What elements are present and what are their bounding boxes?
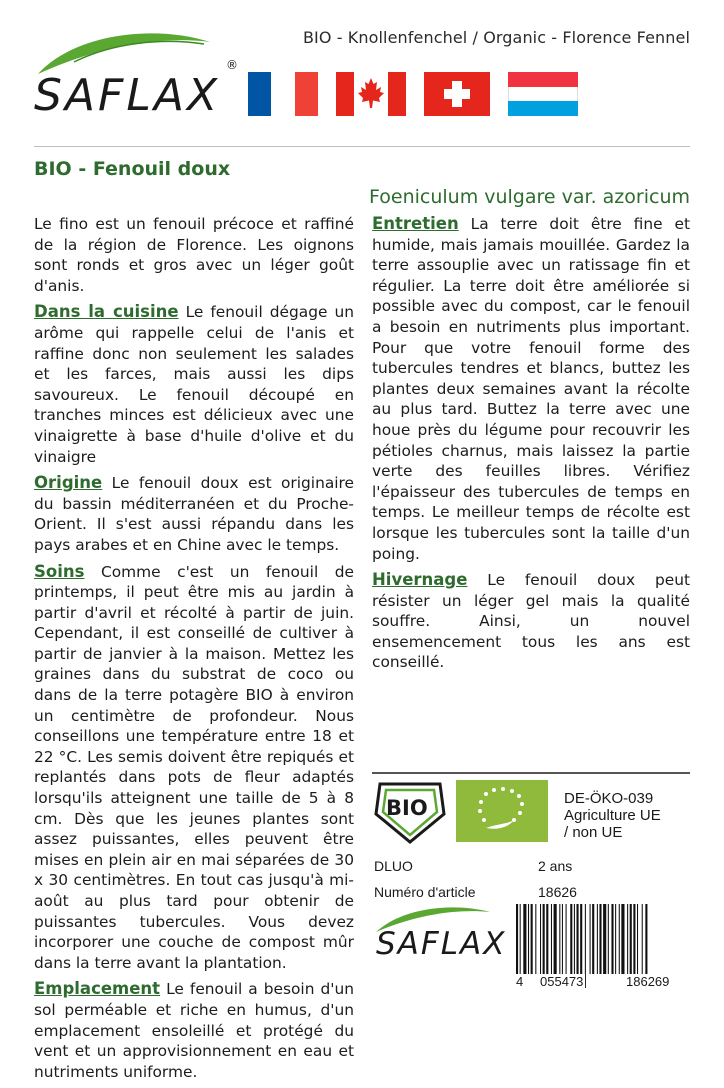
article-value: 18626 — [538, 884, 577, 900]
barcode-bar — [627, 904, 628, 974]
luxembourg-flag-icon — [508, 72, 578, 116]
barcode-bar — [559, 904, 560, 974]
barcode-bar — [592, 904, 594, 974]
maple-leaf-icon — [354, 72, 388, 116]
barcode-bar — [637, 904, 638, 974]
hivernage-paragraph — [372, 570, 690, 673]
barcode-bar — [546, 904, 548, 974]
barcode-bar — [590, 904, 591, 974]
barcode-bar — [540, 904, 541, 974]
flag-row — [248, 72, 578, 116]
cert-code-line2: Agriculture UE — [564, 807, 661, 824]
header-divider — [34, 146, 690, 147]
barcode-bar — [562, 904, 563, 974]
certification-block — [372, 772, 690, 842]
barcode-bar — [554, 904, 557, 974]
barcode-bar — [577, 904, 579, 974]
barcode-bar — [619, 904, 620, 974]
barcode-digits-left: 055473 — [540, 974, 584, 989]
barcode-bar — [642, 904, 643, 974]
intro-text: Le fino est un fenouil précoce et raffiné de la région de Florence. Les oignons sont ronds et gros avec un léger goût d'anis. — [34, 215, 354, 295]
barcode-bar — [574, 904, 575, 974]
barcode-bar — [599, 904, 601, 974]
emplacement-heading: Emplacement — [34, 979, 161, 999]
saflax-logo — [34, 28, 244, 123]
canada-flag-icon — [336, 72, 406, 116]
cert-code-line3: / non UE — [564, 824, 623, 841]
barcode-bar — [630, 904, 632, 974]
cuisine-text: Le fenouil dégage un arôme qui rappelle celui de l'anis et raffine donc non seulement les salades et les farces, mais aussi les dips savoureux. Le fenouil découpé en tranches minces est délicieux avec une vinaigrette à base d'huile d'olive et du vinaigre — [34, 303, 354, 466]
soins-paragraph — [34, 562, 354, 974]
barcode-bar — [621, 904, 624, 974]
dluo-value: 2 ans — [538, 858, 573, 874]
entretien-heading: Entretien — [372, 214, 459, 233]
header — [0, 0, 724, 150]
barcode-bar — [611, 904, 613, 974]
barcode-digits-right: 186269 — [626, 974, 670, 989]
left-column — [34, 214, 354, 1088]
emplacement-text: Le fenouil a besoin d'un sol perméable et riche en humus, d'un emplacement ensoleillé et protégé du vent et un approvisionnement en eau et nutriments uniforme. — [34, 980, 354, 1081]
bio-seal-icon — [372, 780, 448, 846]
barcode-bar — [615, 904, 616, 974]
emplacement-paragraph — [34, 979, 354, 1082]
latin-name: Foeniculum vulgare var. azoricum — [369, 186, 690, 208]
soins-text: Comme c'est un fenouil de printemps, il peut être mis au jardin à partir d'avril et récolté à partir de juin. Cependant, il est conseillé de cultiver à partir de janvier à la maison. Mettez les graines dans du substrat de coco ou dans de la terre potagère BIO à environ un centimètre de profondeur. Nous conseillons une température entre 18 et 22 °C. Les semis doivent être repiqués et replantés dans pots de fleur adaptés lorsqu'ils atteignent une taille de 5 à 8 cm. Dès que les jeunes plantes sont assez puissantes, elles peuvent être mises en plein air en mai séparées de 30 x 30 centimètres. En tout cas jusqu'à mi-août au plus tard pour obtenir de puissantes tubercules. Vous devez incorporer une couche de compost mûr dans la terre avant la plantation. — [34, 562, 354, 972]
hivernage-text: Le fenouil doux peut résister un léger gel mais la qualité souffre. Ainsi, un nouvel ensemencement tous les ans est conseillé. — [372, 571, 690, 672]
barcode-bar — [633, 904, 635, 974]
dluo-label: DLUO — [374, 858, 413, 874]
product-title: BIO - Fenouil doux — [34, 158, 231, 180]
barcode-bar — [543, 904, 545, 974]
barcode-bar — [566, 904, 567, 974]
entretien-text: La terre doit être fine et humide, mais jamais mouillée. Gardez la terre assouplie avec un ratissage fin et régulier. La terre doit être améliorée si possible avec du compost, car le fenouil a besoin en nutriments plus important. Pour que votre fenouil forme des tubercules tendres et blancs, buttez les plantes deux semaines avant la récolte au plus tard. Buttez la terre avec une houe près du légume pour recouvrir les pétioles charnus, mais laissez la partie verte des feuilles libres. Vérifiez l'épaisseur des tubercules de temps en temps. Le meilleur temps de récolte est lorsque les tubercules sont la taille d'un poing. — [372, 215, 690, 563]
eu-organic-leaf-icon — [456, 780, 548, 842]
product-subtitle: BIO - Knollenfenchel / Organic - Florence Fennel — [302, 28, 690, 47]
certification-code — [564, 790, 661, 841]
bio-label: BIO — [386, 796, 428, 820]
barcode-bar — [535, 904, 536, 974]
saflax-logo-small — [372, 904, 508, 968]
right-column — [372, 214, 690, 679]
cert-code-line1: DE-ÖKO-039 — [564, 790, 654, 807]
barcode-bar — [603, 904, 606, 974]
france-flag-icon — [248, 72, 318, 116]
barcode-bar — [551, 904, 552, 974]
intro-paragraph — [34, 214, 354, 296]
barcode-bar — [523, 904, 526, 974]
barcode-bar — [570, 904, 572, 974]
hivernage-heading: Hivernage — [372, 570, 468, 590]
registered-mark: ® — [226, 58, 238, 72]
soins-heading: Soins — [34, 561, 85, 581]
swiss-cross-icon — [424, 72, 490, 116]
origine-heading: Origine — [34, 473, 103, 493]
origine-text: Le fenouil doux est originaire du bassin méditerranéen et du Proche-Orient. Il s'est aussi répandu dans les pays arabes et en Chine avec le temps. — [34, 474, 354, 554]
barcode-bar — [528, 904, 529, 974]
brand-wordmark-small: SAFLAX — [376, 926, 507, 962]
brand-wordmark: SAFLAX — [34, 70, 221, 121]
cuisine-paragraph — [34, 302, 354, 467]
cuisine-heading: Dans la cuisine — [34, 302, 179, 322]
barcode-bar — [597, 904, 598, 974]
entretien-paragraph — [372, 214, 690, 564]
article-label: Numéro d'article — [374, 884, 476, 900]
origine-paragraph — [34, 473, 354, 555]
barcode-bar — [608, 904, 609, 974]
switzerland-flag-icon — [424, 72, 490, 116]
barcode-digit-first: 4 — [516, 974, 524, 989]
barcode-bar — [531, 904, 533, 974]
